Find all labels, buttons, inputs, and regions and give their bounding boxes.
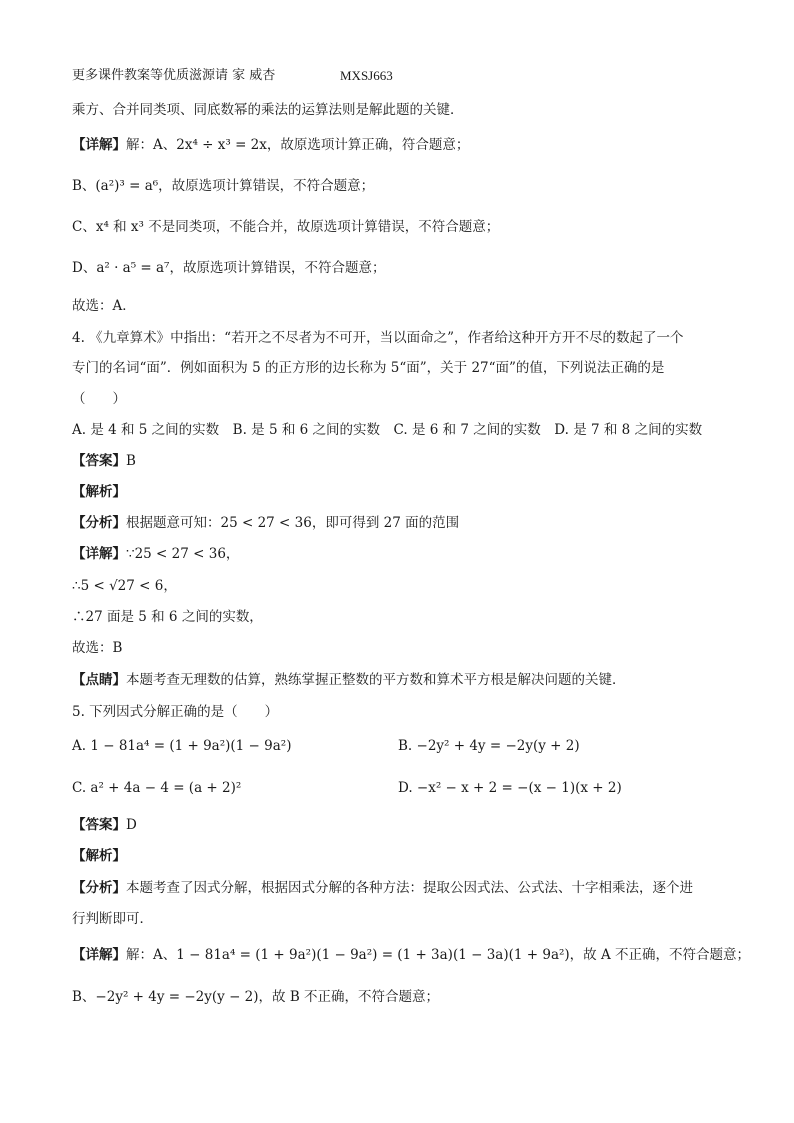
q5-fenxi-line2: 行判断即可． [72, 911, 153, 927]
q4-stem-line1: 4. 《九章算术》中指出：“若开之不尽者为不可开，当以面命之”，作者给这种开方开不尽的数起了一个 [72, 330, 684, 346]
q4-stem-line3: （ ） [72, 391, 126, 407]
q4-answer [72, 451, 136, 471]
q3-detail-c: C、x⁴ 和 x³ 不是同类项，不能合并，故原选项计算错误，不符合题意； [72, 219, 500, 235]
detail-tag: 【详解】 [72, 137, 126, 153]
header-note: 更多课件教案等优质滋源请 家 威杏 [72, 68, 276, 83]
answer-tag: 【答案】 [72, 817, 126, 833]
q4-comment [72, 670, 626, 690]
q4-fenxi [72, 513, 459, 533]
q4-step1: ∵25 < 27 < 36， [126, 546, 240, 562]
q3-detail-d: D、a² · a⁵ = a⁷，故原选项计算错误，不符合题意； [72, 260, 386, 276]
q4-comment-text: 本题考查无理数的估算，熟练掌握正整数的平方数和算术平方根是解决问题的关键． [126, 672, 626, 688]
q4-step3: ∴27 面是 5 和 6 之间的实数， [72, 609, 263, 625]
q5-answer-value: D [126, 817, 137, 833]
q3-detail-a-text: 解：A、2x⁴ ÷ x³ = 2x，故原选项计算正确，符合题意； [126, 137, 470, 153]
detail-tag: 【详解】 [72, 546, 126, 562]
q4-analysis-tag: 【解析】 [72, 484, 126, 500]
q3-detail-a [72, 135, 469, 155]
q4-answer-value: B [126, 453, 136, 469]
q5-detail-b: B、−2y² + 4y = −2y(y − 2)，故 B 不正确，不符合题意； [72, 989, 440, 1005]
detail-tag: 【详解】 [72, 947, 126, 963]
fenxi-tag: 【分析】 [72, 880, 126, 896]
q5-answer [72, 815, 137, 835]
q4-step2: ∴5 < √27 < 6， [72, 578, 177, 594]
q5-analysis-tag: 【解析】 [72, 848, 126, 864]
q4-fenxi-text: 根据题意可知：25 < 27 < 36，即可得到 27 面的范围 [126, 515, 460, 531]
q4-options: A. 是 4 和 5 之间的实数 B. 是 5 和 6 之间的实数 C. 是 6 和 7 之间的实数 D. 是 7 和 8 之间的实数 [72, 422, 703, 438]
q5-option-b: B. −2y² + 4y = −2y(y + 2) [398, 738, 580, 754]
q5-detail-a-text: 解：A、1 − 81a⁴ = (1 + 9a²)(1 − 9a²) = (1 + 3a)(1 − 3a)(1 + 9a²)，故 A 不正确，不符合题意； [126, 947, 750, 963]
header-line [72, 66, 393, 86]
q3-intro: 乘方、合并同类项、同底数幂的乘法的运算法则是解此题的关键． [72, 102, 464, 118]
answer-tag: 【答案】 [72, 453, 126, 469]
q5-fenxi-line1 [72, 878, 693, 898]
q4-stem-line2: 专门的名词“面”．例如面积为 5 的正方形的边长称为 5“面”，关于 27“面”的值，下列说法正确的是 [72, 360, 665, 376]
q5-detail-a [72, 945, 750, 965]
fenxi-tag: 【分析】 [72, 515, 126, 531]
q5-option-c: C. a² + 4a − 4 = (a + 2)² [72, 780, 242, 796]
q3-choice: 故选：A． [72, 298, 136, 314]
q5-options-row1 [72, 736, 722, 756]
q4-choice: 故选：B [72, 640, 123, 656]
q5-option-a: A. 1 − 81a⁴ = (1 + 9a²)(1 − 9a²) [72, 738, 292, 754]
q5-fenxi-text1: 本题考查了因式分解，根据因式分解的各种方法：提取公因式法、公式法、十字相乘法，逐个进 [126, 880, 693, 896]
header-code: MXSJ663 [340, 68, 393, 83]
comment-tag: 【点睛】 [72, 672, 126, 688]
q5-options-row2 [72, 778, 722, 798]
q4-detail [72, 544, 239, 564]
q3-detail-b: B、(a²)³ = a⁶，故原选项计算错误，不符合题意； [72, 178, 375, 194]
q5-stem: 5. 下列因式分解正确的是（ ） [72, 704, 279, 720]
q5-option-d: D. −x² − x + 2 = −(x − 1)(x + 2) [398, 780, 622, 796]
